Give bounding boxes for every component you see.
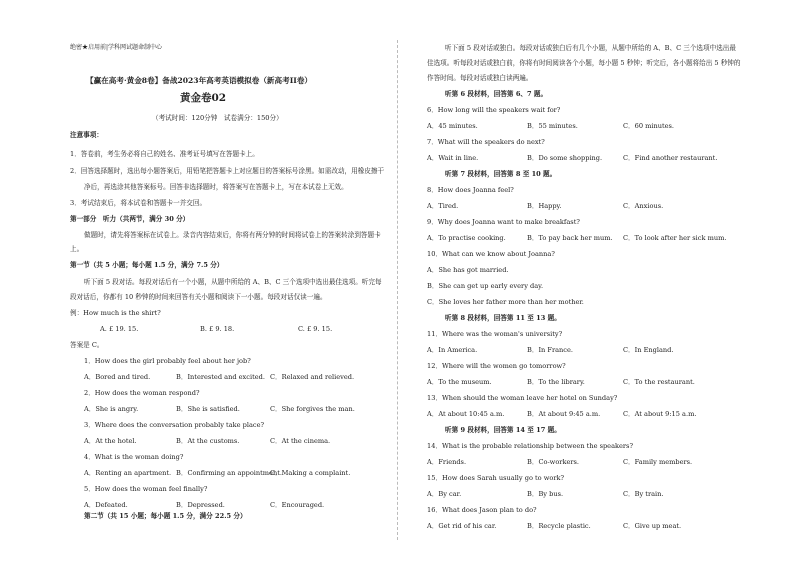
answer-option: A．Bored and tired. [84, 373, 151, 381]
exam-subtitle: 黄金卷02 [180, 92, 227, 104]
question-text: 11．Where was the woman's university? [427, 330, 563, 338]
answer-option: C．Relaxed and relieved. [270, 373, 355, 381]
question-text: 7．What will the speakers do next? [427, 138, 545, 146]
section2-intro-line: 作答时间。每段对话或独白读两遍。 [427, 74, 533, 82]
answer-option: C．At the cinema. [270, 437, 331, 445]
answer-option: A．By car. [427, 490, 462, 498]
question-text: 8．How does Joanna feel? [427, 186, 514, 194]
exam-info: （考试时间：120分钟 试卷满分：150分） [152, 114, 283, 122]
answer-option: A．Get rid of his car. [427, 522, 497, 530]
question-text: 10．What can we know about Joanna? [427, 250, 555, 258]
answer-option: A．At the hotel. [84, 437, 137, 445]
answer-option: C．60 minutes. [623, 122, 675, 130]
header-note: 绝密★启用前|学科网试题命制中心 [70, 44, 163, 51]
answer-option: C．By train. [623, 490, 664, 498]
answer-option: B．Depressed. [176, 501, 225, 509]
note-line: 1．答卷前，考生务必将自己的姓名、准考证号填写在答题卡上。 [70, 150, 259, 158]
note-line: 3．考试结束后，将本试卷和答题卡一并交回。 [70, 199, 207, 207]
answer-option: B．Interested and excited. [176, 373, 265, 381]
answer-option: C．Anxious. [623, 202, 664, 210]
answer-option: B．In France. [527, 346, 573, 354]
example-question: 例：How much is the shirt? [70, 309, 161, 317]
material-heading: 听第 8 段材料，回答第 11 至 13 题。 [445, 314, 561, 322]
answer-option: C．Find another restaurant. [623, 154, 718, 162]
answer-option: A．At about 10:45 a.m. [427, 410, 505, 418]
answer-option: B．Happy. [527, 202, 562, 210]
material-heading: 听第 9 段材料，回答第 14 至 17 题。 [445, 426, 561, 434]
part1-title: 第一部分 听力（共两节，满分 30 分） [70, 215, 190, 223]
section1-title: 第一节（共 5 小题；每小题 1.5 分，满分 7.5 分） [70, 261, 224, 269]
answer-option: B．To pay back her mum. [527, 234, 613, 242]
answer-option: A．She has got married. [427, 266, 509, 274]
column-divider [397, 40, 398, 540]
answer-option: B．By bus. [527, 490, 564, 498]
answer-option: B．Do some shopping. [527, 154, 603, 162]
answer-option: A．Wait in line. [427, 154, 479, 162]
question-text: 13．When should the woman leave her hotel on Sunday? [427, 394, 618, 402]
answer-option: C．At about 9:15 a.m. [623, 410, 697, 418]
answer-option: B．At the customs. [176, 437, 240, 445]
answer-option: A．To the museum. [427, 378, 492, 386]
part1-intro-line: 做题时，请先将答案标在试卷上。录音内容结束后，你将有两分钟的时间将试卷上的答案转涂到答题卡 [84, 231, 381, 239]
answer-option: B．She can get up early every day. [427, 282, 544, 290]
section1-intro-line: 段对话后，你都有 10 秒钟的时间来回答有关小题和阅读下一小题。每段对话仅读一遍。 [70, 293, 327, 301]
answer-option: C．She forgives the man. [270, 405, 355, 413]
answer-option: A．Renting an apartment. [84, 469, 172, 477]
notes-title: 注意事项： [70, 131, 103, 139]
material-heading: 听第 7 段材料，回答第 8 至 10 题。 [445, 170, 557, 178]
answer-option: B．To the library. [527, 378, 585, 386]
question-text: 5．How does the woman feel finally? [84, 485, 208, 493]
answer-option: C．Family members. [623, 458, 693, 466]
question-text: 2．How does the woman respond? [84, 389, 200, 397]
example-option: A. £ 19. 15. [100, 325, 139, 333]
question-text: 12．Where will the women go tomorrow? [427, 362, 566, 370]
answer-option: B．She is satisfied. [176, 405, 240, 413]
answer-option: B．At about 9:45 a.m. [527, 410, 601, 418]
answer-option: B．Recycle plastic. [527, 522, 591, 530]
answer-option: C．Give up meat. [623, 522, 682, 530]
answer-option: A．Friends. [427, 458, 467, 466]
answer-option: C．Encouraged. [270, 501, 325, 509]
answer-option: C．In England. [623, 346, 674, 354]
answer-option: A．45 minutes. [427, 122, 478, 130]
section2-intro-line: 佳选项。听每段对话或独白前，你将有时间阅读各个小题，每小题 5 秒钟；听完后，各小题将给出 5 秒钟的 [427, 59, 741, 67]
note-line: 净后，再选涂其他答案标号。回答非选择题时，将答案写在答题卡上，写在本试卷上无效。 [84, 183, 348, 191]
answer-option: A．Defeated. [84, 501, 128, 509]
answer-option: B．55 minutes. [527, 122, 578, 130]
example-option: C. £ 9. 15. [298, 325, 333, 333]
answer-option: A．She is angry. [84, 405, 139, 413]
example-option: B. £ 9. 18. [200, 325, 235, 333]
example-answer: 答案是 C。 [70, 341, 104, 349]
question-text: 3．Where does the conversation probably take place? [84, 421, 265, 429]
note-line: 2．回答选择题时，选出每小题答案后，用铅笔把答题卡上对应题目的答案标号涂黑。如需改动，用橡皮擦干 [70, 167, 385, 175]
answer-option: C．She loves her father more than her mother. [427, 298, 584, 306]
answer-option: A．To practise cooking. [427, 234, 506, 242]
material-heading: 听第 6 段材料，回答第 6、7 题。 [445, 90, 548, 98]
question-text: 16．What does Jason plan to do? [427, 506, 537, 514]
question-text: 9．Why does Joanna want to make breakfast? [427, 218, 580, 226]
answer-option: C．To look after her sick mum. [623, 234, 727, 242]
exam-title: 【赢在高考·黄金8卷】备战2023年高考英语模拟卷（新高考II卷） [86, 76, 313, 85]
answer-option: C．To the restaurant. [623, 378, 695, 386]
section2-intro-line: 听下面 5 段对话或独白。每段对话或独白后有几个小题，从题中所给的 A、B、C 三个选项中选出最 [445, 44, 736, 52]
question-text: 15．How does Sarah usually go to work? [427, 474, 565, 482]
answer-option: A．Tired. [427, 202, 459, 210]
question-text: 1．How does the girl probably feel about her job? [84, 357, 251, 365]
part1-intro-line: 上。 [70, 245, 84, 253]
question-text: 6．How long will the speakers wait for? [427, 106, 561, 114]
answer-option: B．Confirming an appointment. [176, 469, 282, 477]
answer-option: B．Co-workers. [527, 458, 579, 466]
answer-option: A．In America. [427, 346, 478, 354]
section2-title: 第二节（共 15 小题；每小题 1.5 分，满分 22.5 分） [84, 512, 247, 520]
section1-intro-line: 听下面 5 段对话。每段对话后有一个小题，从题中所给的 A、B、C 三个选项中选出最佳选项。听完每 [84, 278, 382, 286]
answer-option: C．Making a complaint. [270, 469, 351, 477]
question-text: 14．What is the probable relationship between the speakers? [427, 442, 633, 450]
question-text: 4．What is the woman doing? [84, 453, 184, 461]
